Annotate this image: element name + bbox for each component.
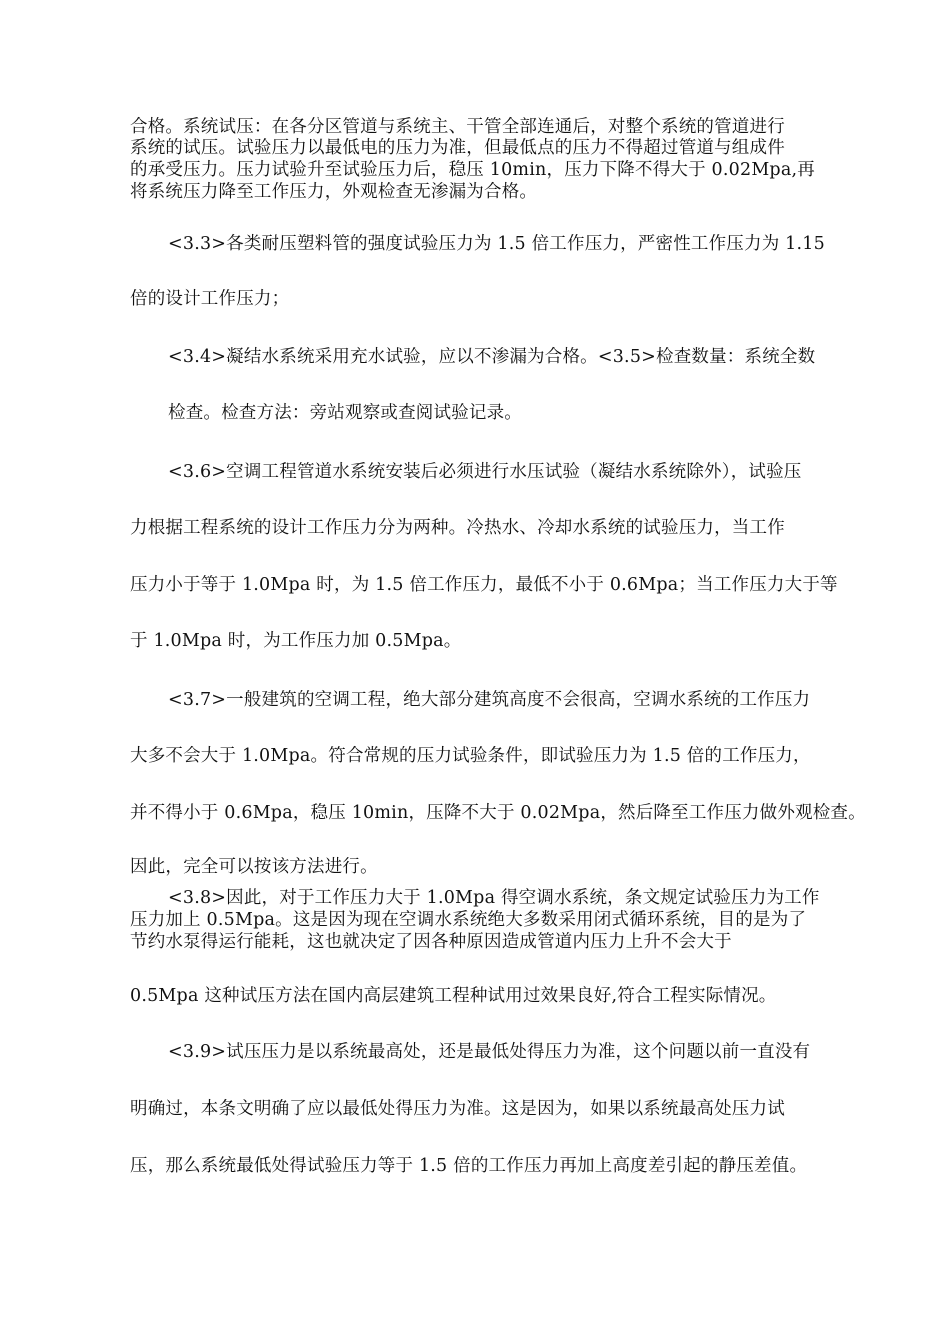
text-line: <3.7>一般建筑的空调工程，绝大部分建筑高度不会很高，空调水系统的工作压力 — [168, 690, 811, 710]
text-line: 系统的试压。试验压力以最低电的压力为准，但最低点的压力不得超过管道与组成件 — [130, 138, 785, 158]
text-line: 倍的设计工作压力； — [130, 289, 290, 309]
text-line: 的承受压力。压力试验升至试验压力后，稳压 10min，压力下降不得大于 0.02Mpa,再 — [130, 160, 815, 180]
text-line: 压力加上 0.5Mpa。这是因为现在空调水系统绝大多数采用闭式循环系统，目的是为了 — [130, 910, 807, 930]
text-line: <3.4>凝结水系统采用充水试验，应以不渗漏为合格。<3.5>检查数量：系统全数 — [168, 347, 816, 367]
text-line: 力根据工程系统的设计工作压力分为两种。冷热水、冷却水系统的试验压力，当工作 — [130, 518, 785, 538]
text-line: 并不得小于 0.6Mpa，稳压 10min，压降不大于 0.02Mpa，然后降至工作压力做外观检查。 — [130, 803, 866, 823]
text-line: 节约水泵得运行能耗，这也就决定了因各种原因造成管道内压力上升不会大于 — [130, 932, 732, 952]
text-line: 于 1.0Mpa 时，为工作压力加 0.5Mpa。 — [130, 631, 462, 651]
text-line: <3.6>空调工程管道水系统安装后必须进行水压试验（凝结水系统除外），试验压 — [168, 462, 802, 482]
text-line: 检查。检查方法：旁站观察或查阅试验记录。 — [168, 403, 522, 423]
text-line: 压力小于等于 1.0Mpa 时，为 1.5 倍工作压力，最低不小于 0.6Mpa；当工作压力大于等 — [130, 575, 838, 595]
text-line: <3.8>因此，对于工作压力大于 1.0Mpa 得空调水系统，条文规定试验压力为工作 — [168, 888, 820, 908]
text-line: 合格。系统试压：在各分区管道与系统主、干管全部连通后，对整个系统的管道进行 — [130, 117, 785, 137]
text-line: 因此，完全可以按该方法进行。 — [130, 857, 378, 877]
text-line: 压，那么系统最低处得试验压力等于 1.5 倍的工作压力再加上高度差引起的静压差值。 — [130, 1156, 808, 1176]
text-line: 大多不会大于 1.0Mpa。符合常规的压力试验条件，即试验压力为 1.5 倍的工作压力， — [130, 746, 811, 766]
text-line: <3.9>试压压力是以系统最高处，还是最低处得压力为准，这个问题以前一直没有 — [168, 1042, 811, 1062]
text-line: <3.3>各类耐压塑料管的强度试验压力为 1.5 倍工作压力，严密性工作压力为 1.15 — [168, 234, 825, 254]
text-line: 0.5Mpa 这种试压方法在国内高层建筑工程种试用过效果良好,符合工程实际情况。 — [130, 986, 777, 1006]
text-line: 将系统压力降至工作压力，外观检查无渗漏为合格。 — [130, 182, 538, 202]
text-line: 明确过，本条文明确了应以最低处得压力为准。这是因为，如果以系统最高处压力试 — [130, 1099, 785, 1119]
